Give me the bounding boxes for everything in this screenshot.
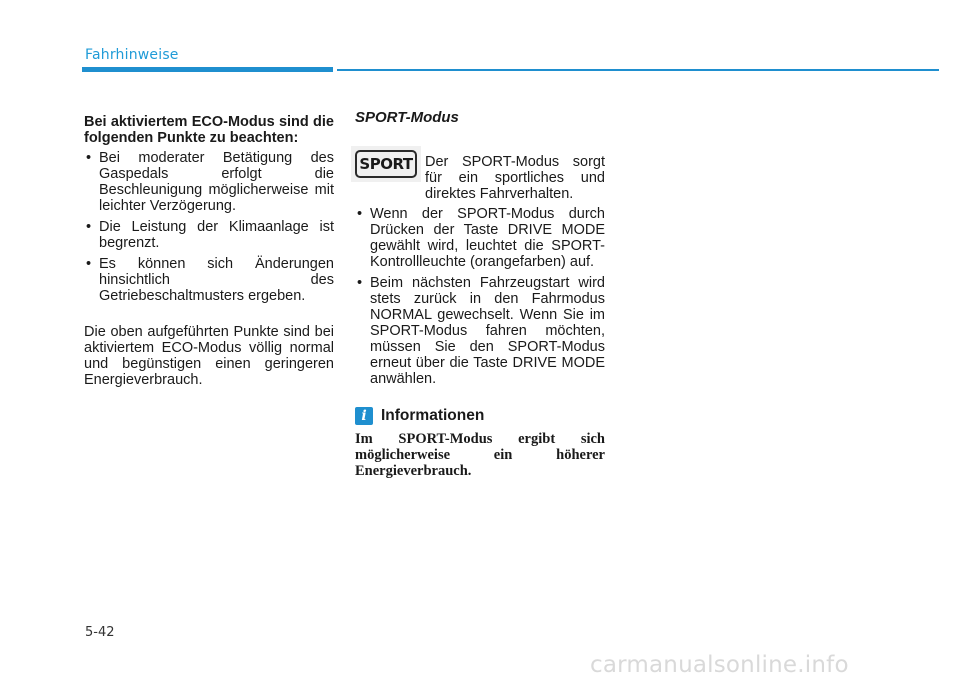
list-item: • Die Leistung der Klimaanlage ist begrenzt. <box>84 219 334 251</box>
list-item: • Bei moderater Betätigung des Gaspedals erfolgt die Beschleunigung möglicherweise mit leichter Verzögerung. <box>84 150 334 214</box>
eco-bullet-list <box>84 150 334 304</box>
header-rule-thick <box>82 67 333 72</box>
left-column <box>84 114 334 388</box>
eco-lead: Bei aktiviertem ECO-Modus sind die folgenden Punkte zu beachten: <box>84 114 334 146</box>
info-header <box>355 407 605 425</box>
sport-intro: Der SPORT-Modus sorgt für ein sportliches und direktes Fahrverhalten. <box>425 154 605 202</box>
info-icon: i <box>355 407 373 425</box>
info-text: Im SPORT-Modus ergibt sich möglicherweise ein höherer Energieverbrauch. <box>355 431 605 479</box>
list-item: • Wenn der SPORT-Modus durch Drücken der Taste DRIVE MODE gewählt wird, leuchtet die SPORT-Kontrollleuchte (orangefarben) auf. <box>355 206 605 270</box>
right-column <box>355 110 605 479</box>
list-item: • Es können sich Änderungen hinsichtlich des Getriebeschaltmusters ergeben. <box>84 256 334 304</box>
page-number: 5-42 <box>85 625 115 640</box>
sport-heading: SPORT-Modus <box>355 109 459 126</box>
info-title: Informationen <box>381 407 485 424</box>
list-item: • Beim nächsten Fahrzeugstart wird stets zurück in den Fahrmodus NORMAL gewechselt. Wenn Sie im SPORT-Modus fahren möchten, müssen Sie den SPORT-Modus erneut über die Taste DRIVE MODE anwählen. <box>355 275 605 387</box>
watermark: carmanualsonline.info <box>590 652 849 678</box>
section-title: Fahrhinweise <box>85 47 179 63</box>
sport-intro-row <box>355 132 605 202</box>
sport-bullet-list <box>355 206 605 387</box>
sport-mode-icon: SPORT <box>355 150 417 178</box>
eco-paragraph: Die oben aufgeführten Punkte sind bei aktiviertem ECO-Modus völlig normal und begünstigen einen geringeren Energieverbrauch. <box>84 324 334 388</box>
header-rule-thin <box>337 69 939 71</box>
